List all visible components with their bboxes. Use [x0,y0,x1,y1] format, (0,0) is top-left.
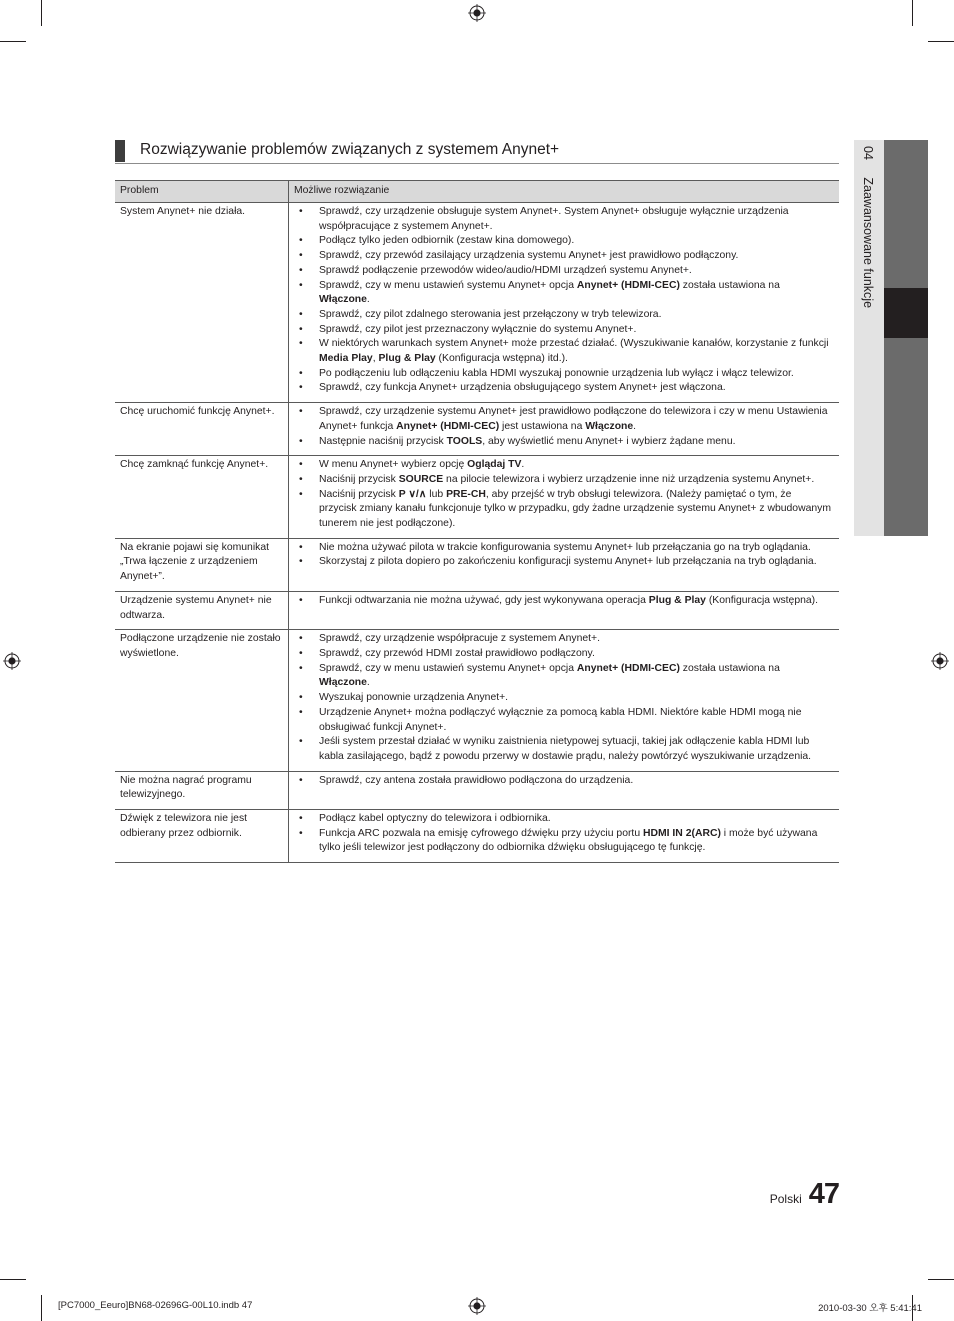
table-row [115,630,839,771]
crop-mark [928,41,954,42]
solution-text: W niektórych warunkach system Anynet+ może przestać działać. (Wyszukiwanie kanałów, korzystanie z funkcji Media Play, Plug & Play (Konfiguracja wstępna) itd.). [319,338,829,365]
bullet-icon: • [299,488,303,500]
solution-item [297,264,831,279]
solution-item [297,632,831,647]
bullet-icon: • [299,827,303,839]
solution-item [297,735,831,764]
solution-text: Sprawdź, czy pilot jest przeznaczony wyłącznie do systemu Anynet+. [319,323,637,335]
troubleshooting-table [115,180,839,863]
bullet-icon: • [299,279,303,291]
table-header-row [115,181,839,203]
solution-item [297,381,831,396]
problem-cell: Nie można nagrać programu telewizyjnego. [115,771,289,809]
problem-cell: System Anynet+ nie działa. [115,203,289,403]
solution-text: Sprawdź, czy urządzenie obsługuje system Anynet+. System Anynet+ obsługuje wyłącznie urządzenia współpracujące z systemem Anynet+. [319,206,789,232]
solution-text: Sprawdź, czy przewód HDMI został prawidłowo podłączony. [319,647,595,659]
solution-item [297,594,831,609]
table-row [115,771,839,809]
solution-text: Podłącz tylko jeden odbiornik (zestaw kina domowego). [319,235,575,247]
problem-cell: Urządzenie systemu Anynet+ nie odtwarza. [115,591,289,629]
bullet-icon: • [299,594,303,606]
print-slug-left: [PC7000_Eeuro]BN68-02696G-00L10.indb 47 [58,1300,253,1311]
table-row [115,203,839,403]
solution-cell [289,630,840,771]
solution-item [297,647,831,662]
solution-item [297,249,831,264]
solution-cell [289,538,840,591]
print-slug-right: 2010-03-30 오후 5:41:41 [818,1303,922,1314]
solution-item [297,473,831,488]
section-title: Rozwiązywanie problemów związanych z systemem Anynet+ [140,141,560,158]
chapter-label [861,146,875,308]
solution-item [297,541,831,556]
solution-item [297,435,831,450]
registration-mark-icon [3,652,21,670]
solution-item [297,488,831,532]
solution-list [297,458,831,532]
bullet-icon: • [299,459,303,471]
solution-item [297,691,831,706]
column-header-solution: Możliwe rozwiązanie [289,181,840,203]
bullet-icon: • [299,633,303,645]
solution-text: Wyszukaj ponownie urządzenia Anynet+. [319,692,509,704]
bullet-icon: • [299,706,303,718]
bullet-icon: • [299,556,303,568]
solution-list [297,541,831,570]
solution-text: Sprawdź, czy antena została prawidłowo podłączona do urządzenia. [319,774,634,786]
table-row [115,591,839,629]
page-footer [770,1178,839,1211]
solution-text: Sprawdź, czy pilot zdalnego sterowania jest przełączony w tryb telewizora. [319,308,662,320]
solution-text: Nie można używać pilota w trakcie konfigurowania systemu Anynet+ lub przełączania go na tryb oglądania. [319,541,811,553]
section-marker-bar [115,140,125,162]
solution-list [297,405,831,449]
solution-text: Naciśnij przycisk P ∨/∧ lub PRE-CH, aby przejść w tryb obsługi telewizora. (Należy pamiętać o tym, że przycisk zmiany kanału funkcjonuje tylko w przypadku, gdy żadne urządzenie systemu Anynet+ z wbudowanym tunerem nie jest podłączone). [319,488,831,530]
solution-list [297,774,831,789]
crop-mark [0,1279,26,1280]
solution-cell [289,203,840,403]
solution-text: Sprawdź, czy funkcja Anynet+ urządzenia obsługującego system Anynet+ jest włączona. [319,382,726,394]
problem-cell: Chcę zamknąć funkcję Anynet+. [115,456,289,539]
solution-item [297,774,831,789]
solution-item [297,458,831,473]
registration-mark-icon [931,652,949,670]
table-row [115,403,839,456]
crop-mark [41,1295,42,1321]
solution-list [297,205,831,396]
table-row [115,456,839,539]
bullet-icon: • [299,308,303,320]
bullet-icon: • [299,647,303,659]
solution-text: Sprawdź, czy urządzenie systemu Anynet+ jest prawidłowo podłączone do telewizora i czy w menu Ustawienia Anynet+ funkcja Anynet+ (HDMI-CEC) jest ustawiona na Włączone. [319,406,828,432]
bullet-icon: • [299,264,303,276]
solution-list [297,812,831,856]
solution-item [297,662,831,691]
solution-item [297,323,831,338]
solution-item [297,555,831,570]
solution-item [297,827,831,856]
bullet-icon: • [299,435,303,447]
solution-item [297,234,831,249]
page-number: 47 [808,1178,839,1210]
bullet-icon: • [299,235,303,247]
bullet-icon: • [299,382,303,394]
solution-item [297,706,831,735]
chapter-tab-dark-strip [884,140,928,536]
solution-cell [289,456,840,539]
solution-text: Sprawdź, czy urządzenie współpracuje z systemem Anynet+. [319,633,600,645]
solution-text: Podłącz kabel optyczny do telewizora i odbiornika. [319,813,551,825]
solution-item [297,279,831,308]
problem-cell: Chcę uruchomić funkcję Anynet+. [115,403,289,456]
bullet-icon: • [299,662,303,674]
table-row [115,538,839,591]
solution-text: Funkcji odtwarzania nie można używać, gdy jest wykonywana operacja Plug & Play (Konfiguracja wstępna). [319,594,818,606]
registration-mark-icon [468,1297,486,1315]
solution-item [297,367,831,382]
solution-item [297,337,831,366]
solution-text: Sprawdź podłączenie przewodów wideo/audio/HDMI urządzeń systemu Anynet+. [319,264,692,276]
solution-item [297,308,831,323]
solution-text: Jeśli system przestał działać w wyniku zaistnienia nietypowej sytuacji, takiej jak odłączenie kabla HDMI lub kabla zasilającego, bądź z powodu przerwy w dostawie prądu, należy powtórzyć wyszukiwanie urządzenia. [319,736,812,762]
bullet-icon: • [299,813,303,825]
solution-cell [289,810,840,863]
crop-mark [912,0,913,26]
bullet-icon: • [299,473,303,485]
solution-text: W menu Anynet+ wybierz opcję Oglądaj TV. [319,459,525,471]
chapter-title: Zaawansowane funkcje [861,177,875,309]
solution-list [297,594,831,609]
solution-text: Sprawdź, czy przewód zasilający urządzenia systemu Anynet+ jest prawidłowo podłączony. [319,250,739,262]
solution-text: Naciśnij przycisk SOURCE na pilocie telewizora i wybierz urządzenie inne niż urządzenia systemu Anynet+. [319,473,815,485]
bullet-icon: • [299,736,303,748]
bullet-icon: • [299,541,303,553]
bullet-icon: • [299,692,303,704]
problem-cell: Dźwięk z telewizora nie jest odbierany przez odbiornik. [115,810,289,863]
problem-cell: Na ekranie pojawi się komunikat „Trwa łączenie z urządzeniem Anynet+”. [115,538,289,591]
page-language: Polski [769,1192,802,1206]
bullet-icon: • [299,406,303,418]
bullet-icon: • [299,338,303,350]
chapter-number: 04 [861,146,875,160]
crop-mark [0,41,26,42]
problem-cell: Podłączone urządzenie nie zostało wyświetlone. [115,630,289,771]
solution-text: Następnie naciśnij przycisk TOOLS, aby wyświetlić menu Anynet+ i wybierz żądane menu. [319,435,736,447]
crop-mark [41,0,42,26]
solution-cell [289,771,840,809]
bullet-icon: • [299,206,303,217]
solution-cell [289,591,840,629]
bullet-icon: • [299,774,303,786]
crop-mark [928,1279,954,1280]
solution-text: Po podłączeniu lub odłączeniu kabla HDMI wyszukaj ponownie urządzenia lub wyłącz i włącz telewizor. [319,367,794,379]
section-header [115,139,839,164]
bullet-icon: • [299,367,303,379]
chapter-tab [854,140,928,536]
chapter-tab-active-marker [884,288,928,338]
column-header-problem: Problem [115,181,289,203]
solution-cell [289,403,840,456]
table-row [115,810,839,863]
solution-item [297,405,831,434]
solution-text: Urządzenie Anynet+ można podłączyć wyłącznie za pomocą kabla HDMI. Niektóre kable HDMI mogą nie obsługiwać funkcji Anynet+. [319,706,802,733]
solution-list [297,632,831,764]
registration-mark-icon [468,4,486,22]
solution-text: Skorzystaj z pilota dopiero po zakończeniu konfiguracji systemu Anynet+ lub przełączania na tryb oglądania. [319,556,817,568]
table-body [115,203,839,863]
solution-item [297,812,831,827]
solution-item [297,205,831,234]
solution-text: Sprawdź, czy w menu ustawień systemu Anynet+ opcja Anynet+ (HDMI-CEC) została ustawiona na Włączone. [319,662,780,689]
bullet-icon: • [299,250,303,262]
solution-text: Sprawdź, czy w menu ustawień systemu Anynet+ opcja Anynet+ (HDMI-CEC) została ustawiona na Włączone. [319,279,780,306]
solution-text: Funkcja ARC pozwala na emisję cyfrowego dźwięku przy użyciu portu HDMI IN 2(ARC) i może być używana tylko jeśli telewizor jest podłączony do odbiornika dźwięku obsługującego tę funkcję. [319,827,818,854]
bullet-icon: • [299,323,303,335]
